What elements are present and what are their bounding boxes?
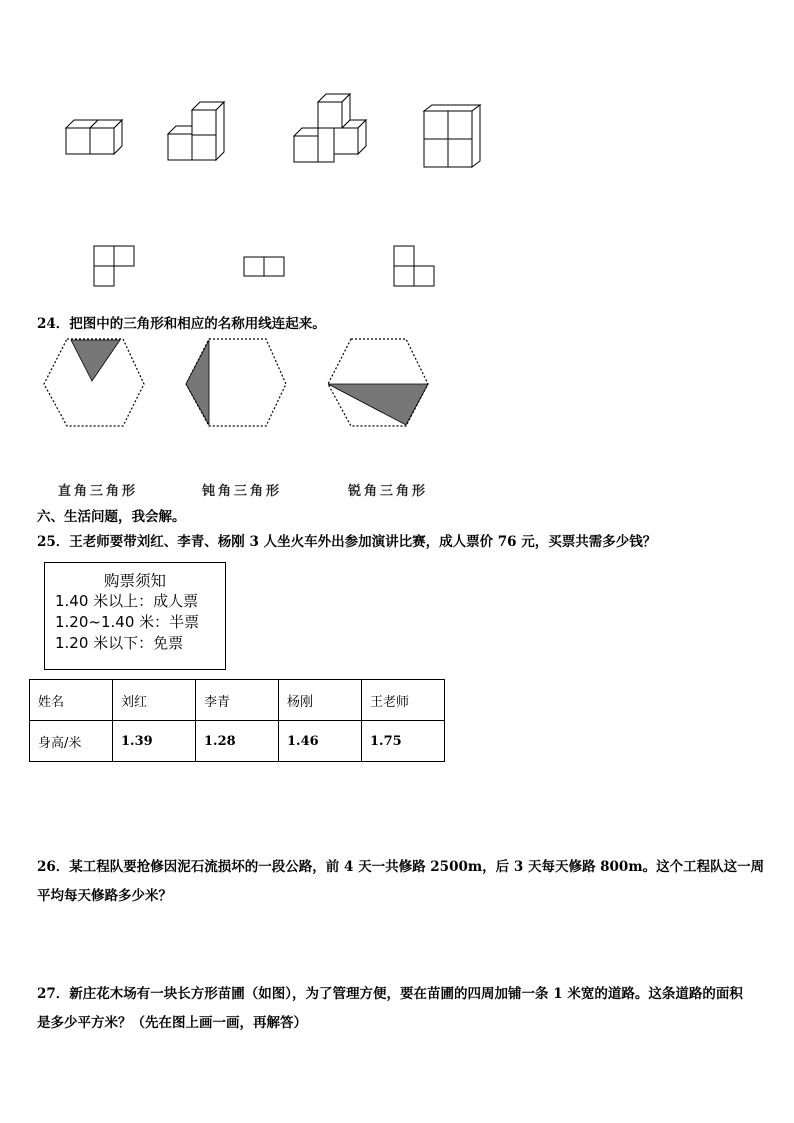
question-text: 某工程队要抢修因泥石流损坏的一段公路，前 4 天一共修路 2500m，后 3 天每天修路 800m。这个工程队这一周 — [69, 859, 765, 875]
question-number: 24． — [37, 316, 70, 332]
view-figure-3 — [392, 244, 442, 294]
notice-line: 1.20 米以下：免票 — [55, 634, 184, 652]
question-text: 把图中的三角形和相应的名称用线连起来。 — [69, 316, 326, 332]
question-25 — [37, 530, 656, 550]
cube-figure-2 — [162, 98, 232, 168]
question-26-line-1 — [37, 855, 764, 875]
question-27-line-1 — [37, 982, 743, 1002]
notice-line: 1.20~1.40 米：半票 — [55, 613, 200, 631]
hexagon-figure-1 — [40, 336, 150, 436]
question-26-line-2: 平均每天修路多少米？ — [37, 888, 172, 904]
table-header-cell: 李青 — [196, 680, 279, 721]
label-obtuse-triangle: 钝角三角形 — [202, 484, 283, 499]
question-number: 26． — [37, 859, 70, 875]
hexagon-figure-3 — [324, 336, 434, 436]
table-row — [30, 680, 445, 721]
cube-figure-4 — [418, 103, 498, 183]
hexagon-figure-2 — [182, 336, 292, 436]
table-row-label: 身高/米 — [30, 721, 113, 762]
view-figure-2 — [242, 255, 292, 285]
table-header-cell: 姓名 — [30, 680, 113, 721]
table-cell: 1.28 — [196, 721, 279, 762]
cube-figure-1 — [60, 110, 130, 180]
question-number: 25． — [37, 534, 70, 550]
label-right-triangle: 直角三角形 — [58, 484, 139, 499]
question-text: 王老师要带刘红、李青、杨刚 3 人坐火车外出参加演讲比赛，成人票价 76 元，买票共需多少钱？ — [69, 534, 657, 550]
notice-title: 购票须知 — [103, 572, 166, 590]
question-number: 27． — [37, 986, 70, 1002]
table-cell: 1.39 — [113, 721, 196, 762]
table-header-cell: 杨刚 — [279, 680, 362, 721]
question-24 — [37, 312, 326, 332]
notice-line: 1.40 米以上：成人票 — [55, 592, 199, 610]
table-header-cell: 刘红 — [113, 680, 196, 721]
table-row — [30, 721, 445, 762]
question-text: 新庄花木场有一块长方形苗圃（如图），为了管理方便，要在苗圃的四周加铺一条 1 米宽的道路。这条道路的面积 — [69, 986, 743, 1002]
view-figure-1 — [92, 244, 142, 294]
question-27-line-2: 是多少平方米？（先在图上画一画，再解答） — [37, 1015, 307, 1031]
table-cell: 1.75 — [362, 721, 445, 762]
cube-figure-3 — [288, 92, 368, 172]
height-table — [29, 679, 445, 762]
section-6-heading: 六、生活问题，我会解。 — [37, 509, 186, 525]
label-acute-triangle: 锐角三角形 — [348, 484, 429, 499]
table-header-cell: 王老师 — [362, 680, 445, 721]
table-cell: 1.46 — [279, 721, 362, 762]
ticket-notice-box — [44, 562, 226, 670]
